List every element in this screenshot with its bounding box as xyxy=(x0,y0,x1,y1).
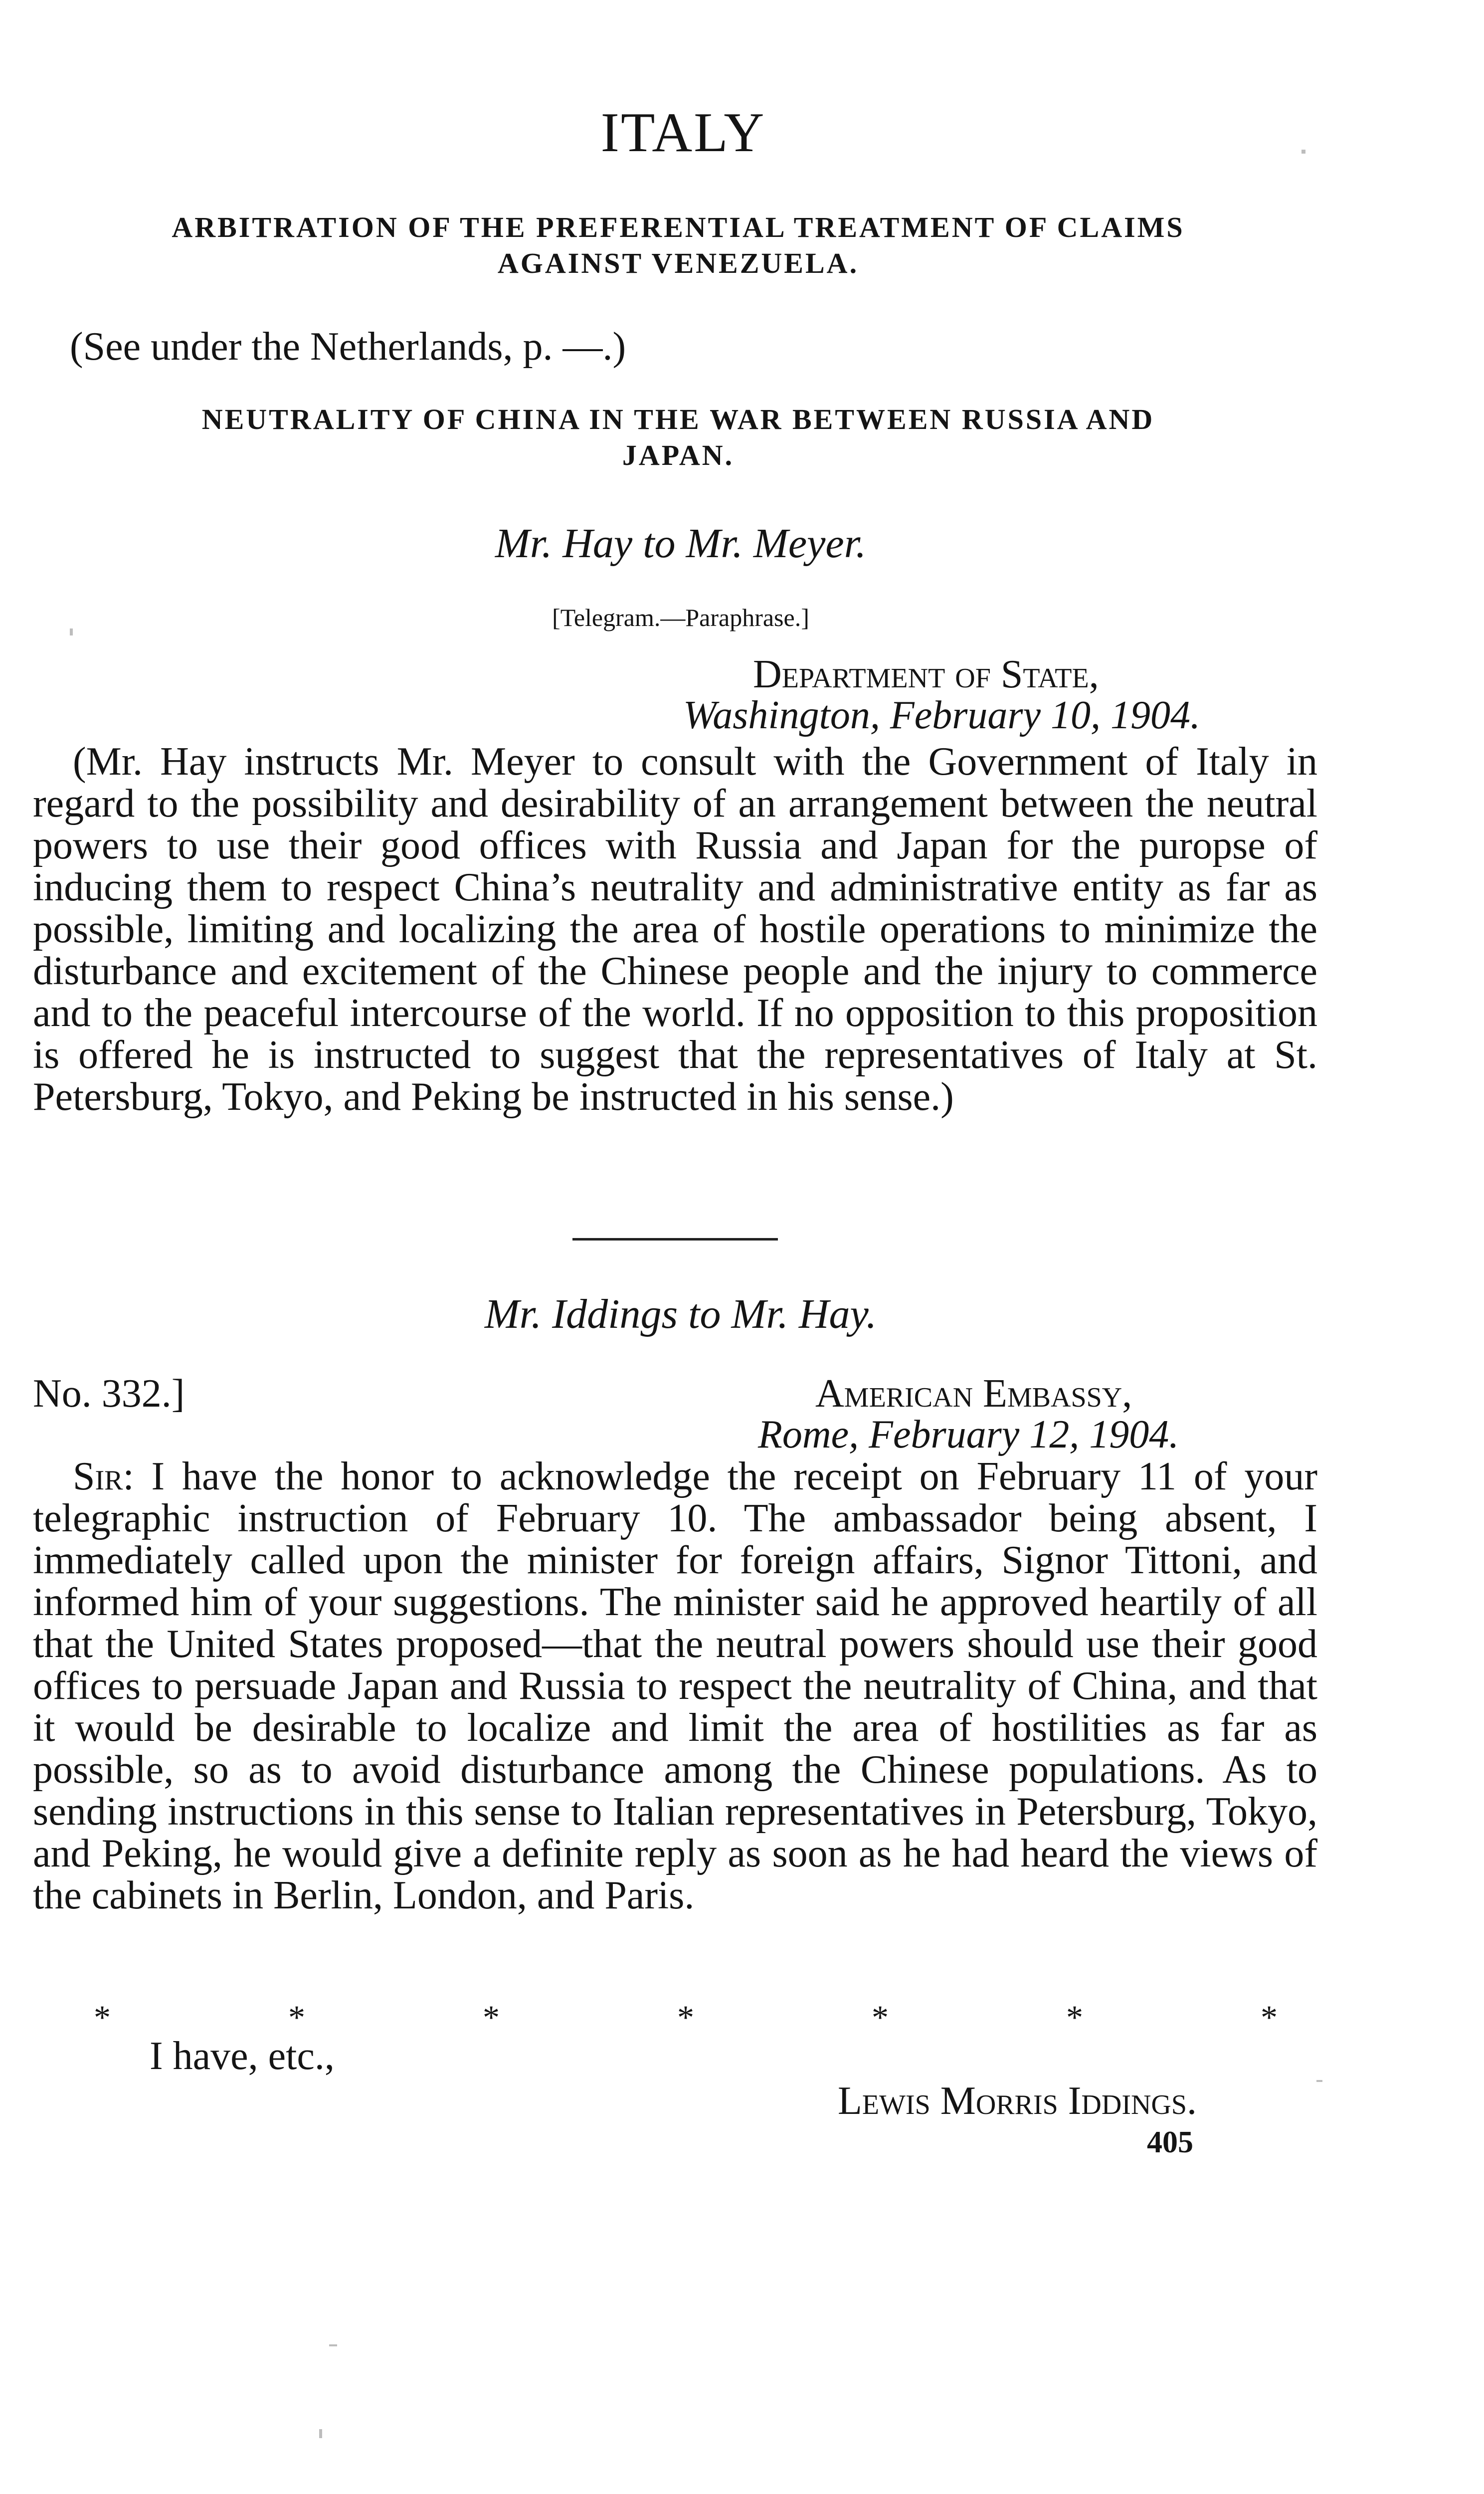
paper-speck xyxy=(1316,2080,1322,2082)
letter-body xyxy=(33,1455,1317,1916)
section-heading-line: JAPAN. xyxy=(622,439,735,471)
paper-speck xyxy=(1301,150,1305,154)
paper-speck xyxy=(319,2429,322,2438)
signature: Lewis Morris Iddings. xyxy=(838,2079,1197,2123)
dateline-place: Department of State, xyxy=(753,652,1099,696)
body-text: I have the honor to acknowledge the receipt on February 11 of your telegraphic instruction of February 10. The ambassador being absent, I immediately called upon the minister for foreign affairs, Signor Tittoni, and informed him of your suggestions. The minister said he approved heartily of all that the United States proposed—that the neutral powers should use their good offices to persuade Japan and Russia to respect the neutrality of China, and that it would be desirable to localize and limit the area of hostilities as far as possible, so as to avoid disturbance among the Chinese populations. As to sending instructions in this sense to Italian representatives in Petersburg, Tokyo, and Peking, he would give a definite reply as soon as he had heard the views of the cabinets in Berlin, London, and Paris. xyxy=(33,1455,1317,1917)
section-heading-line: ARBITRATION OF THE PREFERENTIAL TREATMENT OF CLAIMS xyxy=(172,211,1185,243)
ellipsis-star: * xyxy=(872,1998,889,2036)
ellipsis-star: * xyxy=(483,1998,500,2036)
ellipsis-stars xyxy=(92,1998,1279,2037)
section-heading-line: NEUTRALITY OF CHINA IN THE WAR BETWEEN RUSSIA AND xyxy=(201,403,1155,435)
telegram-paraphrase xyxy=(33,741,1317,1118)
see-note: (See under the Netherlands, p. —.) xyxy=(70,325,626,369)
dateline-date: Washington, February 10, 1904. xyxy=(683,693,1201,737)
document-heading: Mr. Hay to Mr. Meyer. xyxy=(495,520,867,567)
ellipsis-star: * xyxy=(288,1998,305,2036)
ellipsis-star: * xyxy=(677,1998,694,2036)
dateline-date: Rome, February 12, 1904. xyxy=(758,1413,1179,1456)
despatch-number: No. 332.] xyxy=(33,1372,185,1416)
dateline-place: American Embassy, xyxy=(815,1372,1132,1416)
paper-speck xyxy=(70,628,73,635)
body-paragraph xyxy=(33,1455,1317,1916)
telegram-note: [Telegram.—Paraphrase.] xyxy=(552,604,809,631)
page-number: 405 xyxy=(1147,2125,1193,2159)
paper-speck xyxy=(329,2344,337,2346)
section-heading-arbitration xyxy=(30,209,1326,281)
closing: I have, etc., xyxy=(150,2034,335,2078)
document-heading: Mr. Iddings to Mr. Hay. xyxy=(484,1291,877,1337)
ellipsis-star: * xyxy=(1066,1998,1083,2036)
section-heading-neutrality xyxy=(30,402,1326,473)
ellipsis-star: * xyxy=(1261,1998,1278,2036)
salutation: Sir: xyxy=(73,1455,134,1498)
body-paragraph: (Mr. Hay instructs Mr. Meyer to consult with the Government of Italy in regard to the possibility and desirability of an arrangement between the neutral powers to use their good offices with Russia and Japan for the puropse of inducing them to respect China’s neutrality and administrative entity as far as possible, limiting and localizing the area of hostile operations to minimize the disturbance and excitement of the Chinese people and the injury to commerce and to the peaceful intercourse of the world. If no opposition to this proposition is offered he is instructed to suggest that the representatives of Italy at St. Petersburg, Tokyo, and Peking be instructed in his sense.) xyxy=(33,740,1317,1119)
ellipsis-star: * xyxy=(94,1998,111,2036)
section-heading-line: AGAINST VENEZUELA. xyxy=(497,247,859,279)
section-divider xyxy=(572,1238,778,1241)
page-title: ITALY xyxy=(600,102,766,164)
